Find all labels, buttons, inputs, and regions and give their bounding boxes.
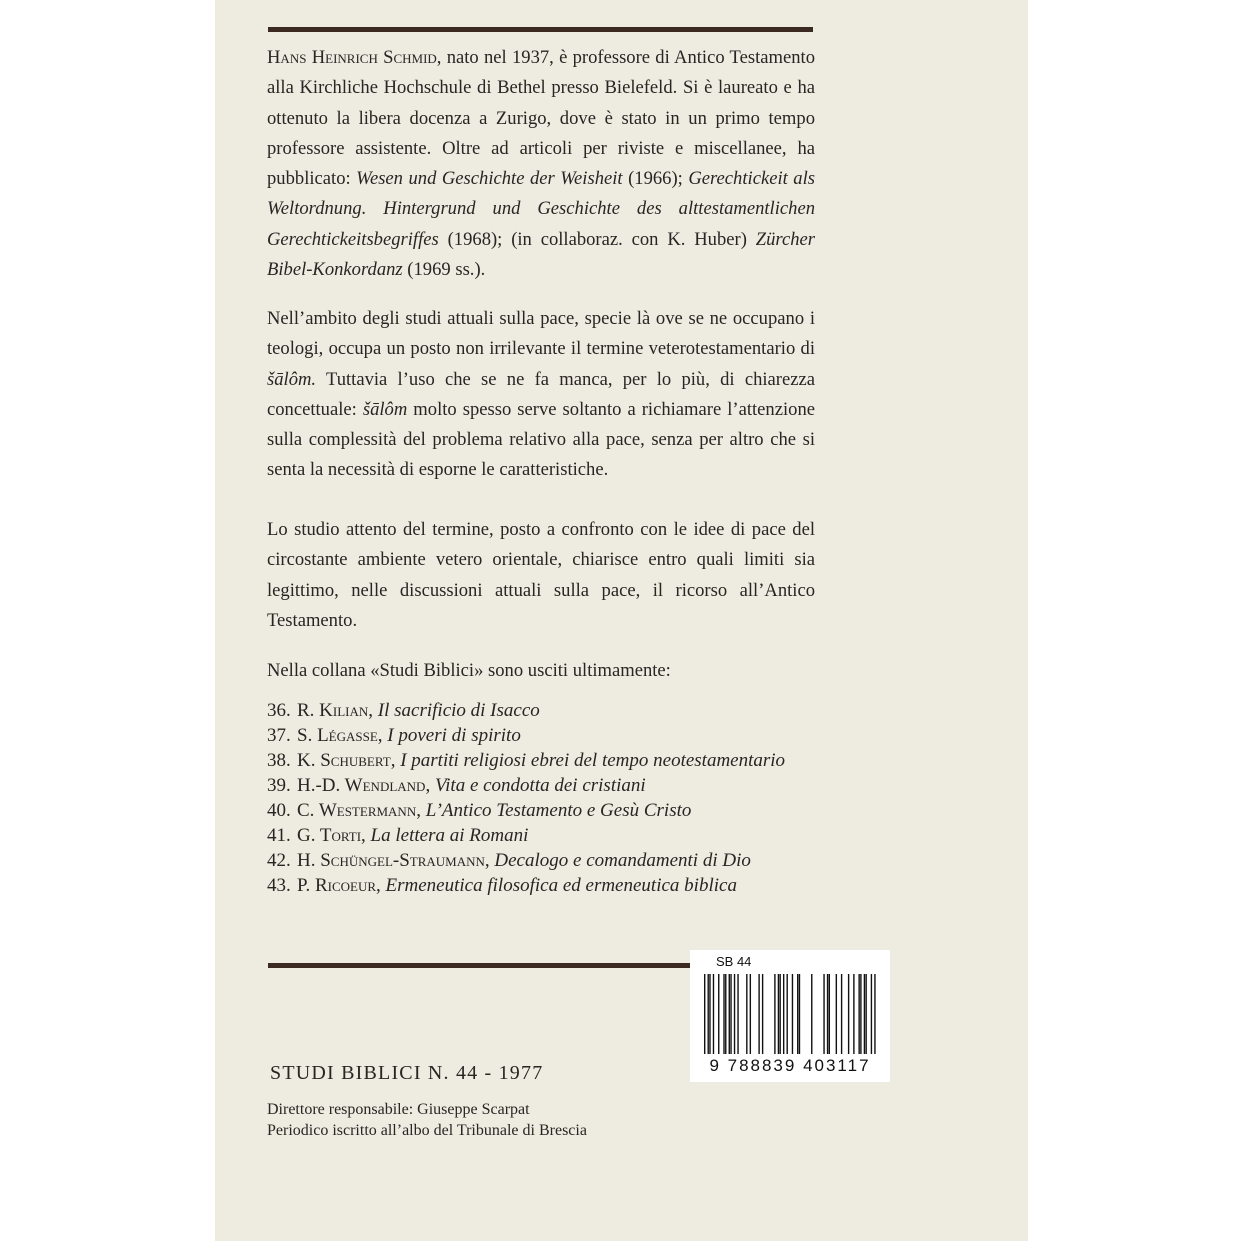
- list-item: 39. H.-D. Wendland, Vita e condotta dei cristiani: [267, 775, 646, 796]
- list-title: L’Antico Testamento e Gesù Cristo: [425, 800, 692, 821]
- list-title: Vita e condotta dei cristiani: [434, 775, 646, 796]
- list-author: P. Ricoeur: [297, 875, 377, 896]
- list-title: La lettera ai Romani: [370, 825, 529, 846]
- top-rule: [268, 27, 813, 32]
- series-footer: STUDI BIBLICI N. 44 - 1977: [270, 1062, 544, 1084]
- work-title: Zürcher Bibel-Konkordanz: [267, 228, 815, 281]
- list-author: S. Légasse: [297, 725, 378, 746]
- series-code: SB 44: [716, 954, 752, 969]
- bottom-rule: [268, 963, 691, 968]
- list-item: 38. K. Schubert, I partiti religiosi ebrei del tempo neotestamentario: [267, 750, 786, 771]
- editor-info: [267, 1099, 587, 1141]
- list-item: 37. S. Légasse, I poveri di spirito: [267, 725, 521, 746]
- list-author: G. Torti: [297, 825, 362, 846]
- book-back-cover: [215, 0, 1028, 1241]
- list-author: H.-D. Wendland: [297, 775, 426, 796]
- list-author: H. Schüngel-Straumann: [297, 850, 485, 871]
- term: šālôm.: [267, 368, 317, 390]
- editor-line: Direttore responsabile: Giuseppe Scarpat: [267, 1101, 530, 1118]
- list-item: 36. R. Kilian, Il sacrificio di Isacco: [267, 700, 540, 721]
- series-list: [267, 698, 827, 898]
- list-title: Decalogo e comandamenti di Dio: [494, 850, 751, 871]
- list-author: K. Schubert: [297, 750, 391, 771]
- description-paragraph: Nell’ambito degli studi attuali sulla pace, specie là ove se ne occupano i teologi, occupa un posto non irrilevante il termine veterotestamentario di šālôm. Tuttavia l’uso che se ne fa manca, per lo più, di chiarezza concettuale: šālôm molto spesso serve soltanto a richiamare l’attenzione sulla complessità del problema relativo alla pace, senza per altro che si senta la necessità di esporne le caratteristiche.: [267, 308, 815, 481]
- work-title: Gerechtickeit als Weltordnung. Hintergrund und Geschichte des alttestamentlichen Gerechtickeitsbegriffes: [267, 168, 815, 250]
- author-name: Hans Heinrich Schmid: [267, 47, 437, 68]
- list-author: R. Kilian: [297, 700, 369, 721]
- list-title: Il sacrificio di Isacco: [377, 700, 540, 721]
- list-item: 42. H. Schüngel-Straumann, Decalogo e comandamenti di Dio: [267, 850, 751, 871]
- list-author: C. Westermann: [297, 800, 417, 821]
- isbn-digits: 9 788839 403117: [709, 1056, 871, 1075]
- series-intro: Nella collana «Studi Biblici» sono usciti ultimamente:: [267, 660, 671, 681]
- registration-line: Periodico iscritto all’albo del Tribunale di Brescia: [267, 1122, 587, 1139]
- list-title: I partiti religiosi ebrei del tempo neotestamentario: [400, 750, 786, 771]
- barcode-label: [690, 950, 890, 1082]
- barcode-icon: [704, 974, 876, 1054]
- list-title: Ermeneutica filosofica ed ermeneutica biblica: [385, 875, 737, 896]
- list-title: I poveri di spirito: [387, 725, 521, 746]
- list-item: 41. G. Torti, La lettera ai Romani: [267, 825, 529, 846]
- list-item: 43. P. Ricoeur, Ermeneutica filosofica ed ermeneutica biblica: [267, 875, 737, 896]
- term: šālôm: [362, 398, 408, 420]
- list-item: 40. C. Westermann, L’Antico Testamento e Gesù Cristo: [267, 800, 692, 821]
- description-paragraph-2: Lo studio attento del termine, posto a confronto con le idee di pace del circostante ambiente vetero orientale, chiarisce entro quali limiti sia legittimo, nelle discussioni attuali sulla pace, il ricorso all’Antico Testamento.: [267, 519, 815, 631]
- author-bio: Hans Heinrich Schmid, nato nel 1937, è professore di Antico Testamento alla Kirchliche Hochschule di Bethel presso Bielefeld. Si è laureato e ha ottenuto la libera docenza a Zurigo, dove è stato in un primo tempo professore assistente. Oltre ad articoli per riviste e miscellanee, ha pubblicato: Wesen und Geschichte der Weisheit (1966); Gerechtickeit als Weltordnung. Hintergrund und Geschichte des alttestamentlichen Gerechtickeitsbegriffes (1968); (in collaboraz. con K. Huber) Zürcher Bibel-Konkordanz (1969 ss.).: [267, 47, 815, 281]
- work-title: Wesen und Geschichte der Weisheit: [356, 168, 623, 190]
